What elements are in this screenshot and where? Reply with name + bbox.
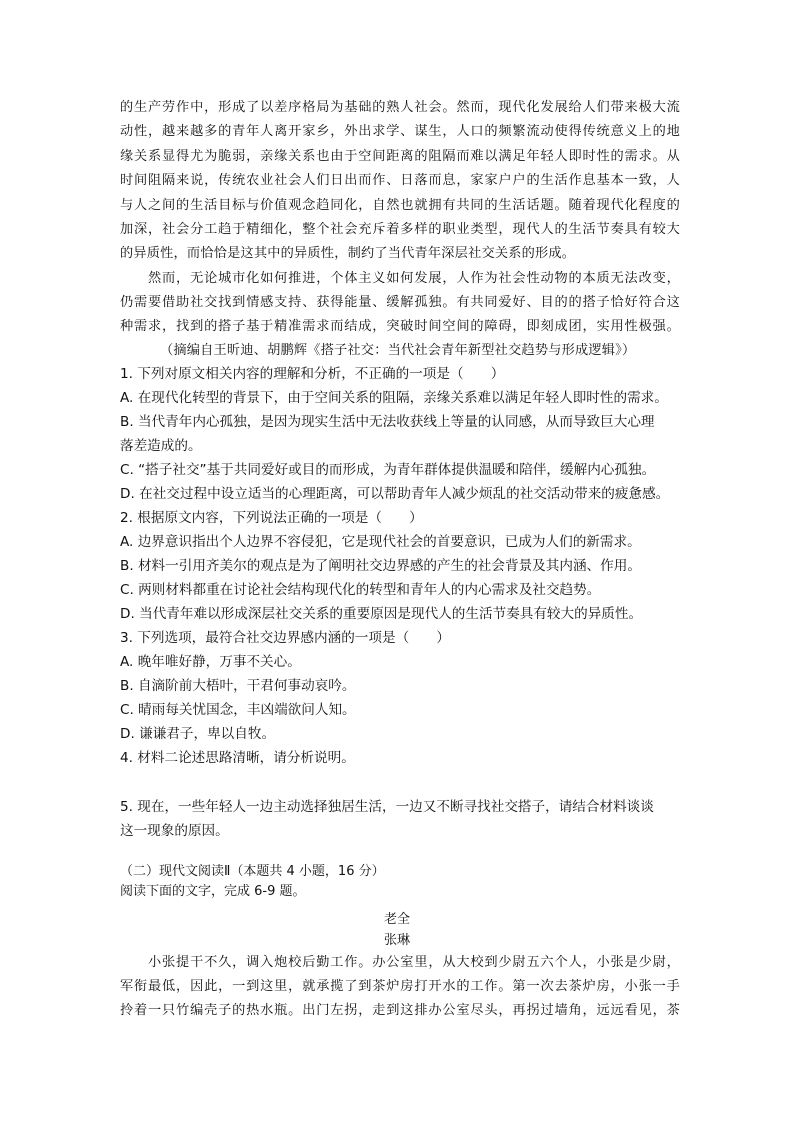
question-option: C. 两则材料都重在讨论社会结构现代化的转型和青年人的内心需求及社交趋势。: [120, 582, 601, 598]
story-title: 老全: [383, 912, 410, 927]
question-option: B. 自滴阶前大梧叶，干君何事动哀吟。: [120, 678, 356, 694]
question-2: 2. 根据原文内容，下列说法正确的一项是（ ）: [120, 510, 423, 526]
section-heading: （二）现代文阅读Ⅱ（本题共 4 小题，16 分）: [120, 864, 385, 879]
passage-line: 动性，越来越多的青年人离开家乡，外出求学、谋生，人口的频繁流动使得传统意义上的地: [120, 124, 680, 139]
passage-line: 的生产劳作中，形成了以差序格局为基础的熟人社会。然而，现代化发展给人们带来极大流: [120, 100, 680, 115]
question-option: A. 边界意识指出个人边界不容侵犯，它是现代社会的首要意识，已成为人们的新需求。: [120, 534, 641, 550]
question-option: A. 在现代化转型的背景下，由于空间关系的阻隔，亲缘关系难以满足年轻人即时性的需求。: [120, 390, 668, 406]
question-4: 4. 材料二论述思路清晰，请分析说明。: [120, 750, 355, 766]
section-instruction: 阅读下面的文字，完成 6-9 题。: [120, 884, 306, 899]
question-5-cont: 这一现象的原因。: [120, 823, 229, 839]
question-option: B. 当代青年内心孤独，是因为现实生活中无法收获线上等量的认同感，从而导致巨大心理: [120, 414, 655, 430]
question-option: D. 谦谦君子，卑以自牧。: [120, 726, 276, 742]
question-option: D. 当代青年难以形成深层社交关系的重要原因是现代人的生活节奏具有较大的异质性。: [120, 606, 643, 622]
passage-line: 的异质性，而恰恰是这其中的异质性，制约了当代青年深层社交关系的形成。: [120, 246, 576, 261]
story-line: 军衔最低，因此，一到这里，就承揽了到茶炉房打开水的工作。第一次去茶炉房，小张一手: [120, 979, 680, 994]
passage-line: 然而，无论城市化如何推进，个体主义如何发展，人作为社会性动物的本质无法改变，: [120, 271, 680, 286]
passage-line: 加深，社会分工趋于精细化，整个社会充斥着多样的职业类型，现代人的生活节奏具有较大: [120, 222, 680, 237]
question-option: 落差造成的。: [120, 438, 202, 454]
passage-line: 仍需要借助社交找到情感支持、获得能量、缓解孤独。有共同爱好、目的的搭子恰好符合这: [120, 295, 680, 310]
passage-line: 缘关系显得尤为脆弱，亲缘关系也由于空间距离的阻隔而难以满足年轻人即时性的需求。从: [120, 149, 680, 164]
question-option: C. “搭子社交”基于共同爱好或目的而形成，为青年群体提供温暖和陪伴，缓解内心孤独。: [120, 462, 656, 478]
story-line: 拎着一只竹编壳子的热水瓶。出门左拐，走到这排办公室尽头，再拐过墙角，远远看见，茶: [120, 1003, 680, 1018]
story-line: 小张提干不久，调入炮校后勤工作。办公室里，从大校到少尉五六个人，小张是少尉，: [120, 955, 680, 970]
question-1: 1. 下列对原文相关内容的理解和分析，不正确的一项是（ ）: [120, 366, 505, 382]
passage-citation: （摘编自王昕迪、胡鹏辉《搭子社交：当代社会青年新型社交趋势与形成逻辑》）: [160, 343, 636, 358]
story-author: 张琳: [383, 933, 410, 948]
question-option: B. 材料一引用齐美尔的观点是为了阐明社交边界感的产生的社会背景及其内涵、作用。: [120, 558, 641, 574]
question-3: 3. 下列选项，最符合社交边界感内涵的一项是（ ）: [120, 630, 450, 646]
question-5: 5. 现在，一些年轻人一边主动选择独居生活，一边又不断寻找社交搭子，请结合材料谈谈: [120, 799, 654, 815]
question-option: D. 在社交过程中设立适当的心理距离，可以帮助青年人减少烦乱的社交活动带来的疲惫感。: [120, 486, 670, 502]
passage-line: 与人之间的生活目标与价值观念趋同化，自然也就拥有共同的生活话题。随着现代化程度的: [120, 198, 680, 213]
passage-line: 种需求，找到的搭子基于精准需求而结成，突破时间空间的障碍，即刻成团，实用性极强。: [120, 319, 680, 334]
question-option: C. 晴雨每关忧国念，丰凶端欲问人知。: [120, 702, 356, 718]
question-option: A. 晚年唯好静，万事不关心。: [120, 654, 301, 670]
passage-line: 时间阻隔来说，传统农业社会人们日出而作、日落而息，家家户户的生活作息基本一致，人: [120, 173, 680, 188]
